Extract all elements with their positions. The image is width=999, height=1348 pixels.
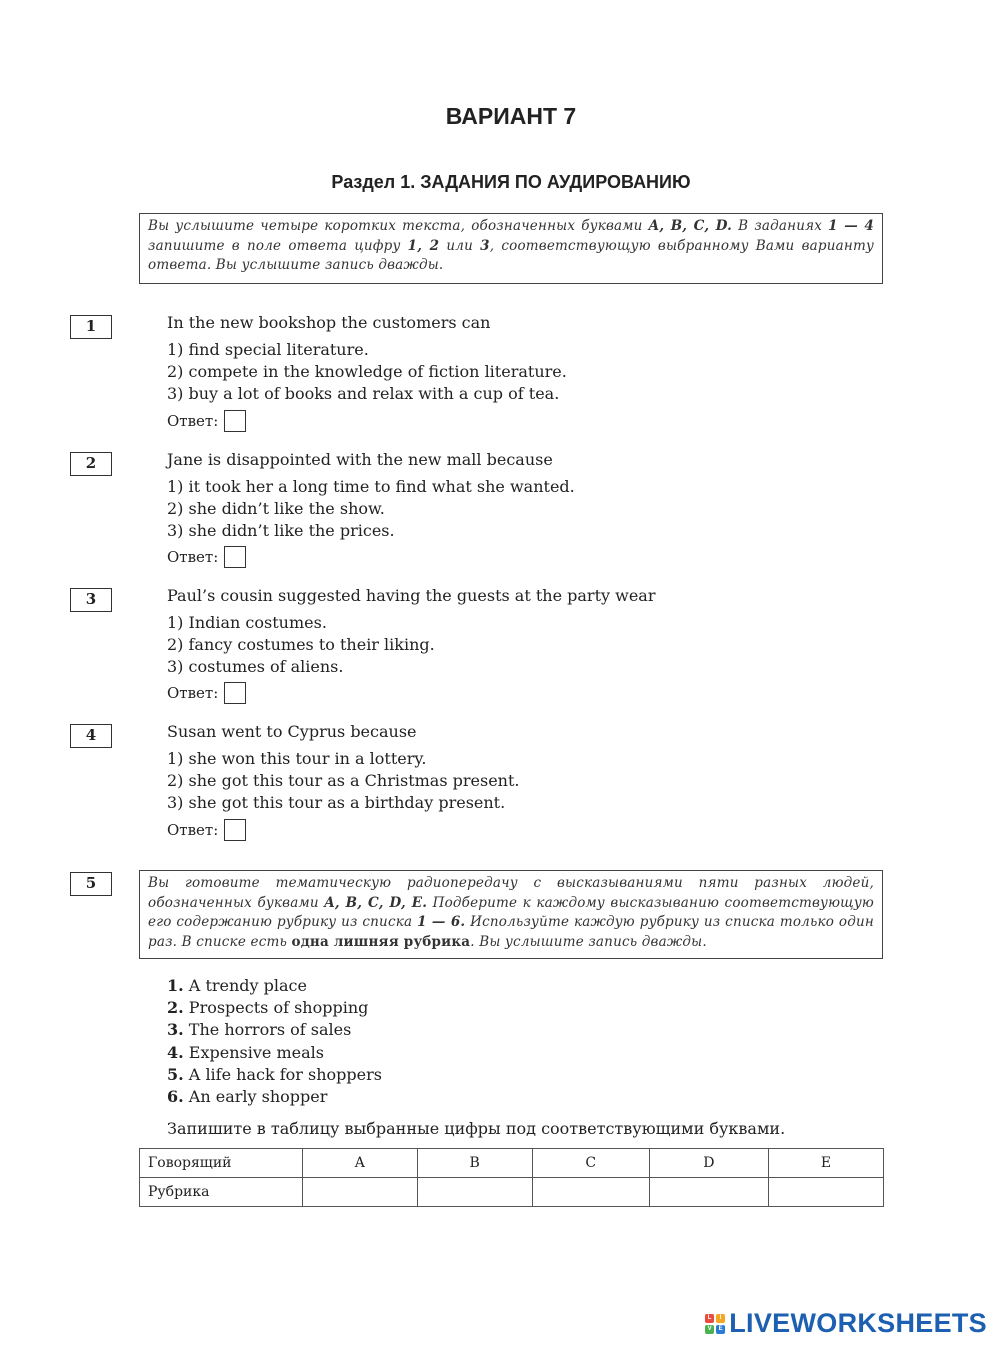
instr-text: Вы готовите тематическую радиопередачу с высказываниями пяти разных людей, обозначенных буквами (148, 875, 874, 911)
question-number: 1 (70, 315, 112, 339)
instr-text: Вы услышите четыре коротких текста, обозначенных буквами (148, 218, 649, 234)
rubric-number: 1. (167, 976, 184, 995)
listening-instructions (139, 213, 883, 284)
option: 3) she got this tour as a birthday present. (167, 793, 506, 812)
instr-bold: 3 (480, 237, 490, 254)
logo-letter: L (705, 1314, 714, 1323)
instr-text: В заданиях (732, 218, 829, 234)
task5-instructions (139, 870, 883, 959)
rubric-text: Expensive meals (188, 1042, 324, 1062)
table-row (140, 1149, 884, 1178)
letter-cell: B (417, 1149, 532, 1178)
row-header: Рубрика (140, 1178, 303, 1207)
option: 1) she won this tour in a lottery. (167, 749, 427, 768)
option: 2) she didn’t like the show. (167, 499, 385, 518)
question-stem: Jane is disappointed with the new mall because (167, 450, 553, 469)
rubric-list (167, 975, 382, 1108)
answer-label: Ответ: (167, 412, 219, 430)
answer-box[interactable] (224, 819, 246, 841)
options-list (167, 612, 435, 678)
question-stem: Susan went to Cyprus because (167, 722, 417, 741)
option: 3) costumes of aliens. (167, 657, 344, 676)
rubric-item (167, 1086, 382, 1108)
instr-text: , соответствующую выбранному Вами варианту ответа. Вы услышите запись дважды. (148, 237, 875, 273)
variant-title: ВАРИАНТ 7 (445, 103, 577, 129)
answer-row (167, 546, 246, 568)
liveworksheets-logo (705, 1308, 987, 1339)
option: 1) Indian costumes. (167, 613, 327, 632)
instr-bold: 1, 2 (407, 237, 440, 254)
liveworksheets-icon (705, 1314, 725, 1334)
rubric-item (167, 1019, 382, 1041)
question-stem: Paul’s cousin suggested having the guests at the party wear (167, 586, 656, 605)
rubric-text: A life hack for shoppers (188, 1064, 382, 1084)
instr-bold: одна лишняя рубрика (291, 933, 471, 950)
rubric-item (167, 975, 382, 997)
answer-box[interactable] (224, 546, 246, 568)
question-stem: In the new bookshop the customers can (167, 313, 491, 332)
logo-text: LIVEWORKSHEETS (729, 1308, 987, 1338)
option: 3) buy a lot of books and relax with a cup of tea. (167, 384, 560, 403)
rubric-number: 4. (167, 1042, 184, 1062)
answer-label: Ответ: (167, 548, 219, 566)
logo-letter: V (705, 1325, 714, 1334)
answer-label: Ответ: (167, 821, 219, 839)
instr-bold: A, B, C, D, E. (324, 894, 428, 911)
options-list (167, 476, 575, 542)
option: 1) find special literature. (167, 340, 369, 359)
answer-row (167, 682, 246, 704)
rubric-number: 5. (167, 1064, 184, 1084)
answer-row (167, 410, 246, 432)
row-header: Говорящий (140, 1149, 303, 1178)
instr-text: . Вы услышите запись дважды. (470, 933, 707, 950)
rubric-item (167, 1042, 382, 1064)
rubric-number: 3. (167, 1020, 184, 1040)
rubric-item (167, 997, 382, 1019)
option: 2) fancy costumes to their liking. (167, 635, 435, 654)
rubric-item (167, 1064, 382, 1086)
letter-cell: A (303, 1149, 418, 1178)
instr-text: Используйте каждую рубрику из списка только один раз. В списке есть (148, 914, 874, 950)
rubric-text: An early shopper (188, 1087, 328, 1107)
letter-cell: C (532, 1149, 649, 1178)
logo-letter: I (716, 1314, 725, 1323)
answer-cell[interactable] (532, 1178, 649, 1207)
instr-text: или (439, 237, 481, 254)
instr-bold: 1 — 4 (828, 218, 875, 234)
section-title: Раздел 1. ЗАДАНИЯ ПО АУДИРОВАНИЮ (331, 172, 691, 192)
answer-box[interactable] (224, 682, 246, 704)
option: 3) she didn’t like the prices. (167, 521, 395, 540)
option: 1) it took her a long time to find what she wanted. (167, 477, 575, 496)
rubric-text: The horrors of sales (188, 1020, 352, 1040)
rubric-number: 2. (167, 998, 184, 1018)
question-number: 2 (70, 452, 112, 476)
rubric-number: 6. (167, 1087, 184, 1107)
answer-cell[interactable] (768, 1178, 883, 1207)
instr-text: запишите в поле ответа цифру (148, 237, 408, 254)
answer-label: Ответ: (167, 684, 219, 702)
instr-bold: A, B, C, D. (648, 218, 733, 234)
rubric-text: A trendy place (188, 976, 307, 995)
question-number: 4 (70, 724, 112, 748)
options-list (167, 339, 567, 405)
answer-cell[interactable] (649, 1178, 768, 1207)
logo-letter: E (716, 1325, 725, 1334)
table-prompt: Запишите в таблицу выбранные цифры под соответствующими буквами. (167, 1119, 786, 1138)
question-number: 5 (70, 872, 112, 896)
answer-table (139, 1148, 884, 1207)
option: 2) compete in the knowledge of fiction literature. (167, 362, 567, 381)
answer-row (167, 819, 246, 841)
answer-cell[interactable] (303, 1178, 418, 1207)
instr-text: Подберите к каждому высказыванию соответствующую его содержанию рубрику из списка (148, 894, 874, 930)
letter-cell: D (649, 1149, 768, 1178)
letter-cell: E (768, 1149, 883, 1178)
question-number: 3 (70, 588, 112, 612)
option: 2) she got this tour as a Christmas present. (167, 771, 520, 790)
instr-bold: 1 — 6. (417, 914, 466, 930)
answer-cell[interactable] (417, 1178, 532, 1207)
answer-box[interactable] (224, 410, 246, 432)
rubric-text: Prospects of shopping (188, 998, 369, 1018)
table-row (140, 1178, 884, 1207)
options-list (167, 748, 520, 814)
